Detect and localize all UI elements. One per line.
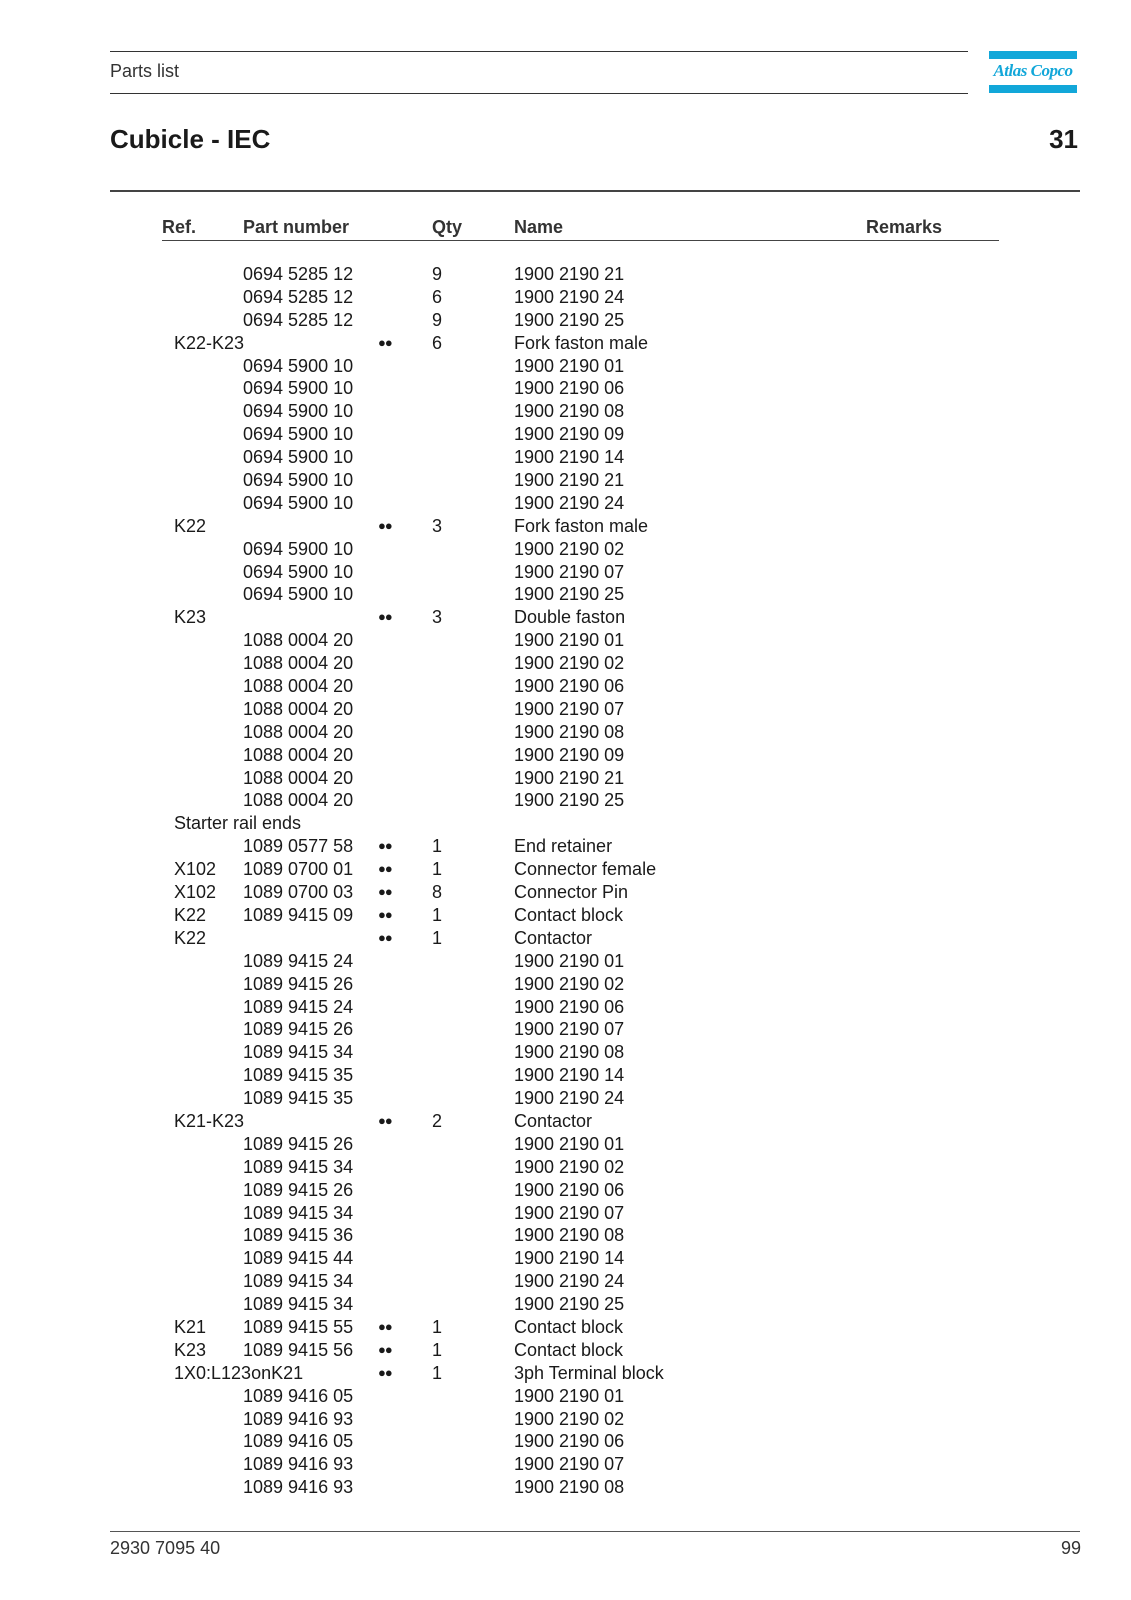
header-top-rule [110, 51, 968, 52]
name-cell: 1900 2190 25 [514, 584, 625, 605]
table-row [0, 1408, 1131, 1431]
ref-cell: K22-K23 [174, 332, 245, 353]
table-row [0, 538, 1131, 561]
marker-cell: ●● [378, 1364, 392, 1380]
name-cell: 1900 2190 21 [514, 264, 625, 284]
table-row [0, 652, 1131, 675]
name-cell: 1900 2190 09 [514, 424, 625, 445]
ref-cell: K21-K23 [174, 1110, 245, 1131]
qty-cell: 1 [432, 1362, 443, 1383]
part-number-cell: 1088 0004 20 [243, 676, 354, 697]
part-number-cell: 0694 5900 10 [243, 538, 354, 559]
qty-cell: 3 [432, 515, 443, 536]
part-number-cell: 1089 9416 93 [243, 1408, 354, 1429]
part-number-cell: 0694 5285 12 [243, 286, 354, 307]
name-cell: Contact block [514, 1339, 624, 1360]
name-cell: 1900 2190 01 [514, 1385, 625, 1406]
name-cell: 1900 2190 01 [514, 1133, 625, 1154]
part-number-cell: 1089 9416 05 [243, 1431, 354, 1452]
part-number-cell: 0694 5900 10 [243, 355, 354, 376]
name-cell: 1900 2190 24 [514, 492, 625, 513]
table-row [0, 1453, 1131, 1476]
table-row [0, 332, 1131, 355]
part-number-cell: 0694 5900 10 [243, 447, 354, 468]
part-number-cell: 1089 9416 05 [243, 1385, 354, 1406]
name-cell: 1900 2190 02 [514, 653, 625, 674]
ref-cell: K21 [174, 1316, 207, 1337]
name-cell: 1900 2190 07 [514, 1202, 625, 1223]
table-row [0, 515, 1131, 538]
qty-cell: 1 [432, 836, 443, 857]
name-cell: Fork faston male [514, 332, 649, 353]
name-cell: 1900 2190 14 [514, 1248, 625, 1269]
ref-cell: X102 [174, 882, 217, 903]
header-bottom-rule [110, 93, 968, 94]
part-number-cell: 1089 9415 26 [243, 1019, 354, 1040]
table-row [0, 858, 1131, 881]
name-cell: Contact block [514, 1316, 624, 1337]
table-row [0, 423, 1131, 446]
name-cell: 1900 2190 01 [514, 630, 625, 651]
part-number-cell: 0694 5900 10 [243, 378, 354, 399]
part-number-cell: 1089 9415 24 [243, 996, 354, 1017]
part-number-cell: 0694 5900 10 [243, 401, 354, 422]
table-row [0, 767, 1131, 790]
table-row [0, 1270, 1131, 1293]
part-number-cell: 1088 0004 20 [243, 630, 354, 651]
name-cell: 1900 2190 08 [514, 721, 625, 742]
name-cell: 1900 2190 06 [514, 996, 625, 1017]
name-cell: Contactor [514, 1110, 593, 1131]
part-number-cell: 1089 9416 93 [243, 1477, 354, 1498]
qty-cell: 3 [432, 607, 443, 628]
table-row [0, 1224, 1131, 1247]
ref-cell: K22 [174, 515, 207, 536]
part-number-cell: 1089 9415 34 [243, 1042, 354, 1063]
name-cell: End retainer [514, 836, 613, 857]
part-number-cell: 0694 5285 12 [243, 264, 354, 284]
marker-cell: ●● [378, 334, 392, 350]
table-row [0, 1293, 1131, 1316]
part-number-cell: 1088 0004 20 [243, 698, 354, 719]
qty-cell: 2 [432, 1110, 443, 1131]
name-cell: 1900 2190 07 [514, 1019, 625, 1040]
table-row [0, 355, 1131, 378]
part-number-cell: 0694 5900 10 [243, 584, 354, 605]
table-row [0, 1018, 1131, 1041]
part-number-cell: 1089 9415 34 [243, 1294, 354, 1315]
table-row [0, 698, 1131, 721]
marker-cell: ●● [378, 1318, 392, 1334]
table-row [0, 1202, 1131, 1225]
table-row [0, 789, 1131, 812]
part-number-cell: 1089 9415 35 [243, 1065, 354, 1086]
marker-cell: ●● [378, 609, 392, 625]
name-cell: 1900 2190 02 [514, 1156, 625, 1177]
name-cell: Fork faston male [514, 515, 649, 536]
name-cell: 1900 2190 25 [514, 790, 625, 811]
part-number-cell: 1088 0004 20 [243, 653, 354, 674]
name-cell: 1900 2190 06 [514, 676, 625, 697]
table-row [0, 1247, 1131, 1270]
chapter-number: 31 [1049, 124, 1078, 154]
marker-cell: ●● [378, 517, 392, 533]
column-header-remarks: Remarks [866, 217, 943, 237]
name-cell: 1900 2190 24 [514, 286, 625, 307]
part-number-cell: 1088 0004 20 [243, 744, 354, 765]
qty-cell: 1 [432, 859, 443, 880]
name-cell: 1900 2190 06 [514, 1431, 625, 1452]
part-number-cell: 1088 0004 20 [243, 721, 354, 742]
name-cell: 1900 2190 09 [514, 744, 625, 765]
ref-cell: K22 [174, 904, 207, 925]
table-row [0, 881, 1131, 904]
parts-table [0, 263, 1131, 1499]
name-cell: 1900 2190 25 [514, 1294, 625, 1315]
table-row [0, 1476, 1131, 1499]
part-number-cell: 1089 9415 24 [243, 950, 354, 971]
name-cell: 1900 2190 07 [514, 1454, 625, 1475]
name-cell: 3ph Terminal block [514, 1362, 664, 1383]
marker-cell: ●● [378, 838, 392, 854]
table-row [0, 1339, 1131, 1362]
name-cell: Contactor [514, 927, 593, 948]
part-number-cell: 1089 9415 34 [243, 1271, 354, 1292]
table-row [0, 1179, 1131, 1202]
part-number-cell: 1088 0004 20 [243, 767, 354, 788]
name-cell: Connector female [514, 859, 657, 880]
table-row [0, 377, 1131, 400]
qty-cell: 1 [432, 1339, 443, 1360]
qty-cell: 8 [432, 882, 443, 903]
name-cell: 1900 2190 14 [514, 1065, 625, 1086]
part-number-cell: 1089 9415 34 [243, 1156, 354, 1177]
table-row [0, 1133, 1131, 1156]
table-row [0, 629, 1131, 652]
name-cell: 1900 2190 08 [514, 401, 625, 422]
ref-cell: K22 [174, 927, 207, 948]
table-row [0, 606, 1131, 629]
marker-cell: ●● [378, 1341, 392, 1357]
name-cell: Contact block [514, 904, 624, 925]
table-row [0, 973, 1131, 996]
name-cell: Double faston [514, 607, 626, 628]
name-cell: 1900 2190 02 [514, 973, 625, 994]
table-row [0, 446, 1131, 469]
ref-cell: X102 [174, 859, 217, 880]
table-row [0, 927, 1131, 950]
table-row [0, 744, 1131, 767]
name-cell: 1900 2190 08 [514, 1477, 625, 1498]
marker-cell: ●● [378, 906, 392, 922]
qty-cell: 9 [432, 309, 443, 330]
marker-cell: ●● [378, 861, 392, 877]
table-row [0, 1430, 1131, 1453]
column-header-ref: Ref. [162, 217, 197, 237]
table-row [0, 492, 1131, 515]
document-number: 2930 7095 40 [110, 1538, 221, 1558]
qty-cell: 9 [432, 264, 443, 284]
table-row [0, 1316, 1131, 1339]
table-row [0, 561, 1131, 584]
part-number-cell: 1089 9415 26 [243, 1179, 354, 1200]
title-rule [110, 190, 1080, 192]
part-number-cell: 1089 9415 34 [243, 1202, 354, 1223]
part-number-cell: 1089 0700 01 [243, 859, 354, 880]
table-row [0, 1156, 1131, 1179]
table-row [0, 1362, 1131, 1385]
footer-rule [110, 1531, 1080, 1532]
column-header-name: Name [514, 217, 564, 237]
table-row [0, 1064, 1131, 1087]
part-number-cell: 1089 9415 26 [243, 973, 354, 994]
name-cell: 1900 2190 14 [514, 447, 625, 468]
logo-bottom-band [989, 85, 1077, 93]
part-number-cell: 0694 5900 10 [243, 424, 354, 445]
table-row [0, 675, 1131, 698]
table-row [0, 286, 1131, 309]
table-row [0, 400, 1131, 423]
name-cell: 1900 2190 07 [514, 561, 625, 582]
qty-cell: 6 [432, 332, 443, 353]
logo-top-band [989, 51, 1077, 59]
atlas-copco-logo [989, 51, 1077, 93]
part-number-cell: 1089 9415 44 [243, 1248, 354, 1269]
table-row [0, 950, 1131, 973]
name-cell: 1900 2190 07 [514, 698, 625, 719]
name-cell: 1900 2190 06 [514, 1179, 625, 1200]
marker-cell: ●● [378, 1112, 392, 1128]
part-number-cell: 1089 9415 55 [243, 1316, 354, 1337]
table-row [0, 1087, 1131, 1110]
qty-cell: 1 [432, 927, 443, 948]
ref-cell: K23 [174, 607, 207, 628]
name-cell: 1900 2190 21 [514, 470, 625, 491]
name-cell: Connector Pin [514, 882, 629, 903]
column-header-part-number: Part number [243, 217, 350, 237]
part-number-cell: 0694 5900 10 [243, 561, 354, 582]
table-row [0, 309, 1131, 332]
table-row [0, 1385, 1131, 1408]
part-number-cell: 1089 0700 03 [243, 882, 354, 903]
table-row [0, 263, 1131, 286]
name-cell: 1900 2190 25 [514, 309, 625, 330]
part-number-cell: 0694 5900 10 [243, 492, 354, 513]
ref-cell: 1X0:L123onK21 [174, 1362, 304, 1383]
section-label: Parts list [110, 61, 180, 81]
name-cell: 1900 2190 02 [514, 538, 625, 559]
part-number-cell: 1089 9415 35 [243, 1088, 354, 1109]
table-row [0, 469, 1131, 492]
table-row [0, 583, 1131, 606]
part-number-cell: 1089 9415 56 [243, 1339, 354, 1360]
name-cell: 1900 2190 08 [514, 1042, 625, 1063]
table-row [0, 1041, 1131, 1064]
part-number-cell: 0694 5900 10 [243, 470, 354, 491]
part-number-cell: 1089 9415 09 [243, 904, 354, 925]
table-row [0, 812, 1131, 835]
page-title: Cubicle - IEC [110, 124, 271, 154]
table-row [0, 996, 1131, 1019]
table-row [0, 1110, 1131, 1133]
name-cell: 1900 2190 08 [514, 1225, 625, 1246]
name-cell: 1900 2190 24 [514, 1271, 625, 1292]
column-header-rule [162, 240, 999, 241]
name-cell: 1900 2190 01 [514, 355, 625, 376]
marker-cell: ●● [378, 929, 392, 945]
part-number-cell: 1089 9415 36 [243, 1225, 354, 1246]
table-row [0, 721, 1131, 744]
qty-cell: 1 [432, 1316, 443, 1337]
name-cell: 1900 2190 02 [514, 1408, 625, 1429]
table-row [0, 904, 1131, 927]
name-cell: 1900 2190 06 [514, 378, 625, 399]
name-cell: 1900 2190 21 [514, 767, 625, 788]
part-number-cell: 0694 5285 12 [243, 309, 354, 330]
part-number-cell: 1089 9416 93 [243, 1454, 354, 1475]
table-row [0, 835, 1131, 858]
logo-text: Atlas Copco [993, 61, 1073, 80]
qty-cell: 6 [432, 286, 443, 307]
part-number-cell: 1089 9415 26 [243, 1133, 354, 1154]
qty-cell: 1 [432, 904, 443, 925]
column-header-qty: Qty [432, 217, 463, 237]
page-number: 99 [1060, 1538, 1081, 1558]
part-number-cell: 1089 0577 58 [243, 836, 354, 857]
ref-cell: K23 [174, 1339, 207, 1360]
marker-cell: ●● [378, 884, 392, 900]
name-cell: 1900 2190 24 [514, 1088, 625, 1109]
ref-cell: Starter rail ends [174, 813, 302, 834]
name-cell: 1900 2190 01 [514, 950, 625, 971]
part-number-cell: 1088 0004 20 [243, 790, 354, 811]
